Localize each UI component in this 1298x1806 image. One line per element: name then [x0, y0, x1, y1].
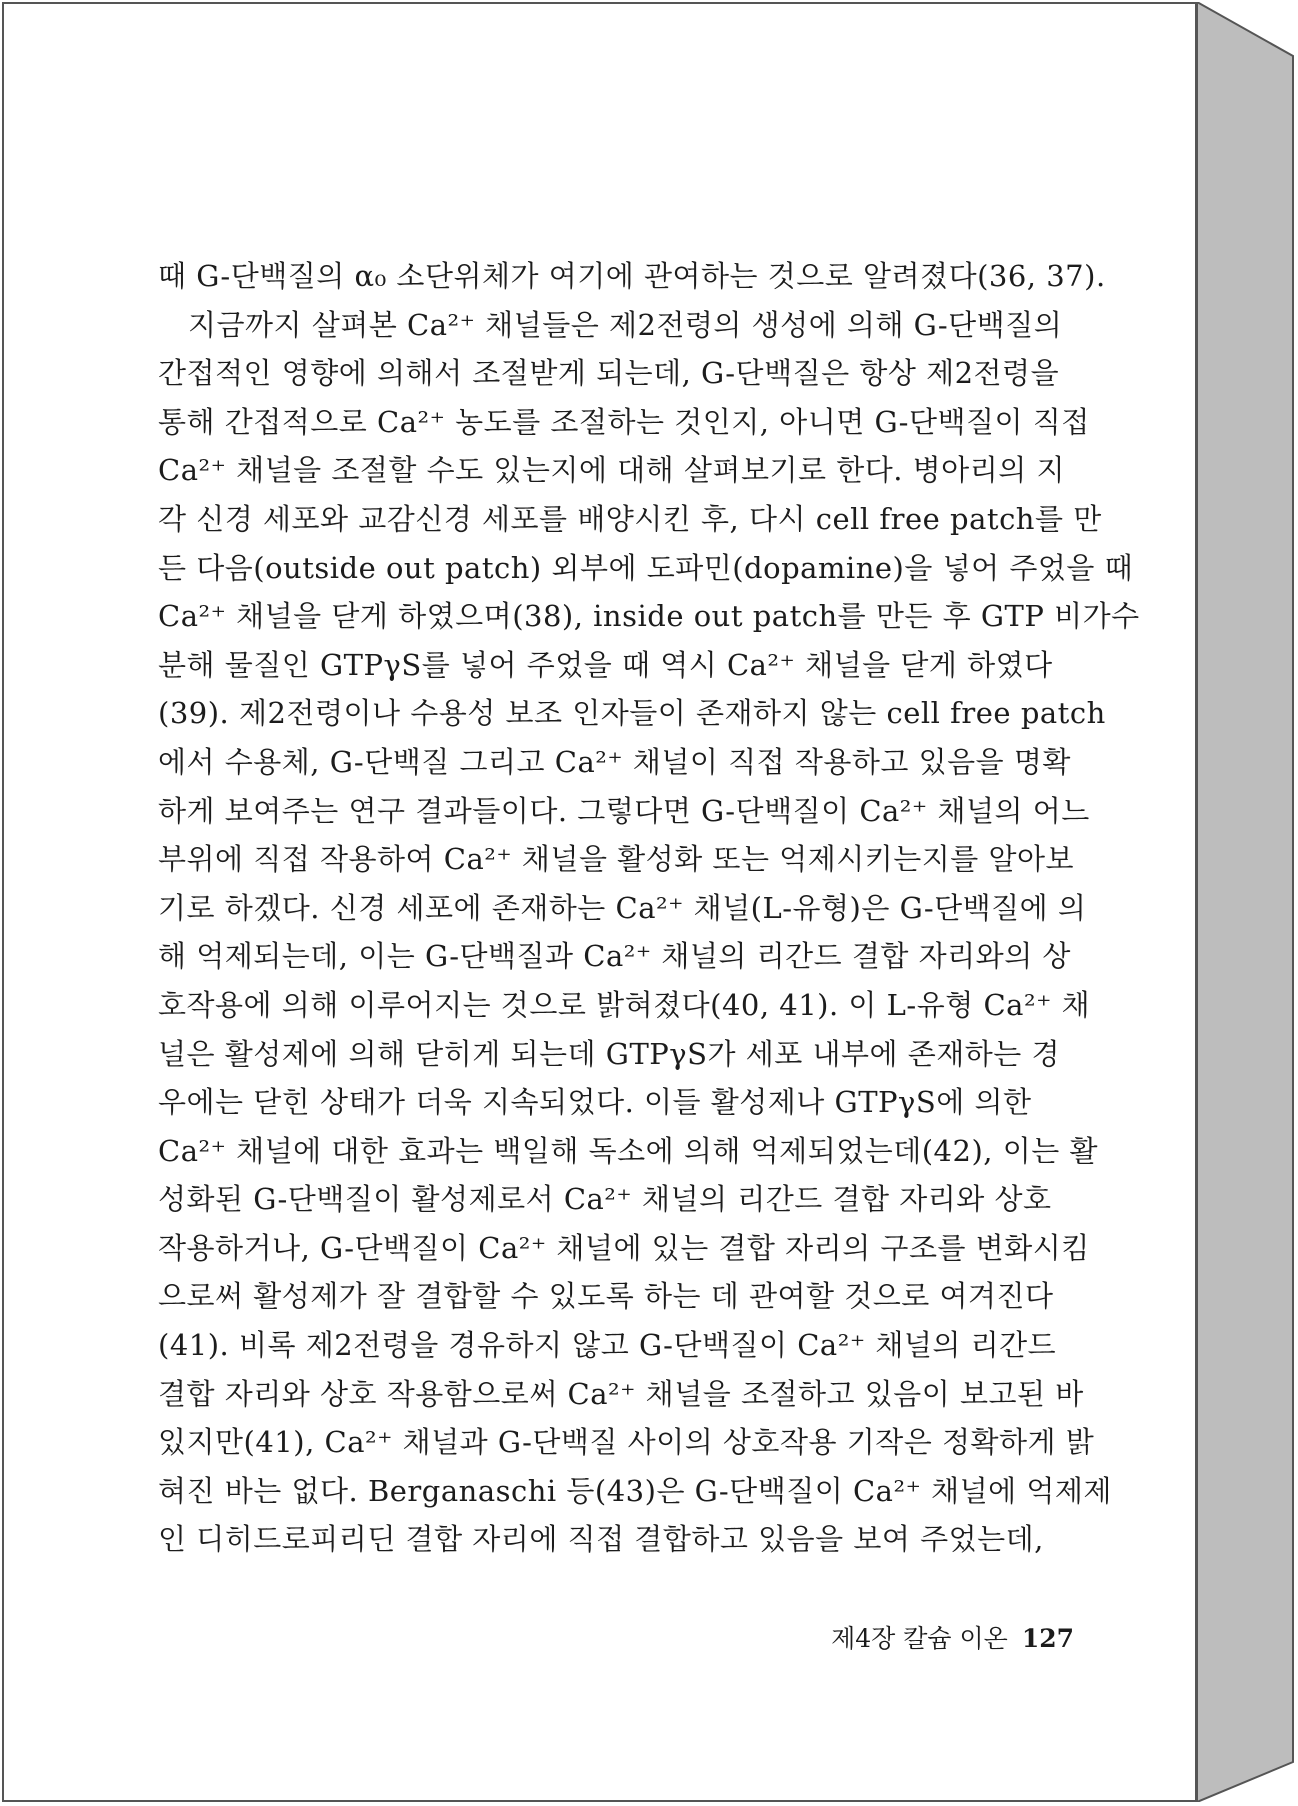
text-line: 에서 수용체, G-단백질 그리고 Ca²⁺ 채널이 직접 작용하고 있음을 명확: [158, 744, 1071, 779]
text-line: 지금까지 살펴본 Ca²⁺ 채널들은 제2전령의 생성에 의해 G-단백질의: [188, 307, 1063, 342]
text-line: 통해 간접적으로 Ca²⁺ 농도를 조절하는 것인지, 아니면 G-단백질이 직접: [158, 404, 1090, 439]
text-line: 혀진 바는 없다. Berganaschi 등(43)은 G-단백질이 Ca²⁺ 채널에 억제제: [158, 1473, 1112, 1508]
text-line: 각 신경 세포와 교감신경 세포를 배양시킨 후, 다시 cell free patch를 만: [158, 501, 1102, 536]
text-line: 성화된 G-단백질이 활성제로서 Ca²⁺ 채널의 리간드 결합 자리와 상호: [158, 1182, 1052, 1217]
text-line: (41). 비록 제2전령을 경유하지 않고 G-단백질이 Ca²⁺ 채널의 리간드: [158, 1328, 1057, 1363]
text-line: 인 디히드로피리딘 결합 자리에 직접 결합하고 있음을 보여 주었는데,: [158, 1522, 1044, 1557]
text-line: 해 억제되는데, 이는 G-단백질과 Ca²⁺ 채널의 리간드 결합 자리와의 상: [158, 939, 1071, 974]
page-footer: [764, 1619, 1074, 1655]
page-number: 127: [1021, 1624, 1074, 1653]
text-line: 으로써 활성제가 잘 결합할 수 있도록 하는 데 관여할 것으로 여겨진다: [158, 1279, 1054, 1314]
text-line: Ca²⁺ 채널을 닫게 하였으며(38), inside out patch를 만든 후 GTP 비가수: [158, 599, 1140, 634]
text-line: 하게 보여주는 연구 결과들이다. 그렇다면 G-단백질이 Ca²⁺ 채널의 어느: [158, 793, 1090, 828]
chapter-title: 제4장 칼슘 이온: [831, 1624, 1008, 1653]
text-line: 있지만(41), Ca²⁺ 채널과 G-단백질 사이의 상호작용 기작은 정확하게 밝: [158, 1425, 1095, 1460]
text-line: 호작용에 의해 이루어지는 것으로 밝혀졌다(40, 41). 이 L-유형 Ca²⁺ 채: [158, 987, 1091, 1022]
text-line: 우에는 닫힌 상태가 더욱 지속되었다. 이들 활성제나 GTPγS에 의한: [158, 1085, 1032, 1120]
text-line: 든 다음(outside out patch) 외부에 도파민(dopamine)을 넣어 주었을 때: [158, 550, 1134, 585]
text-line: Ca²⁺ 채널을 조절할 수도 있는지에 대해 살펴보기로 한다. 병아리의 지: [158, 453, 1065, 488]
text-line: 결합 자리와 상호 작용함으로써 Ca²⁺ 채널을 조절하고 있음이 보고된 바: [158, 1376, 1084, 1411]
text-line: 기로 하겠다. 신경 세포에 존재하는 Ca²⁺ 채널(L-유형)은 G-단백질에 의: [158, 890, 1087, 925]
text-line: (39). 제2전령이나 수용성 보조 인자들이 존재하지 않는 cell free patch: [158, 696, 1106, 731]
text-line: 널은 활성제에 의해 닫히게 되는데 GTPγS가 세포 내부에 존재하는 경: [158, 1036, 1061, 1071]
text-line: 작용하거나, G-단백질이 Ca²⁺ 채널에 있는 결합 자리의 구조를 변화시킴: [158, 1230, 1090, 1265]
text-line: 간접적인 영향에 의해서 조절받게 되는데, G-단백질은 항상 제2전령을: [158, 356, 1060, 391]
text-line: 분해 물질인 GTPγS를 넣어 주었을 때 역시 Ca²⁺ 채널을 닫게 하였다: [158, 647, 1053, 682]
text-line: 때 G-단백질의 α₀ 소단위체가 여기에 관여하는 것으로 알려졌다(36, 37).: [158, 259, 1106, 293]
text-line: 부위에 직접 작용하여 Ca²⁺ 채널을 활성화 또는 억제시키는지를 알아보: [158, 842, 1075, 877]
body-text: [158, 252, 1140, 1564]
book-page: [2, 2, 1197, 1802]
text-line: Ca²⁺ 채널에 대한 효과는 백일해 독소에 의해 억제되었는데(42), 이는 활: [158, 1133, 1098, 1168]
book-edge-3d: [1197, 2, 1295, 1802]
